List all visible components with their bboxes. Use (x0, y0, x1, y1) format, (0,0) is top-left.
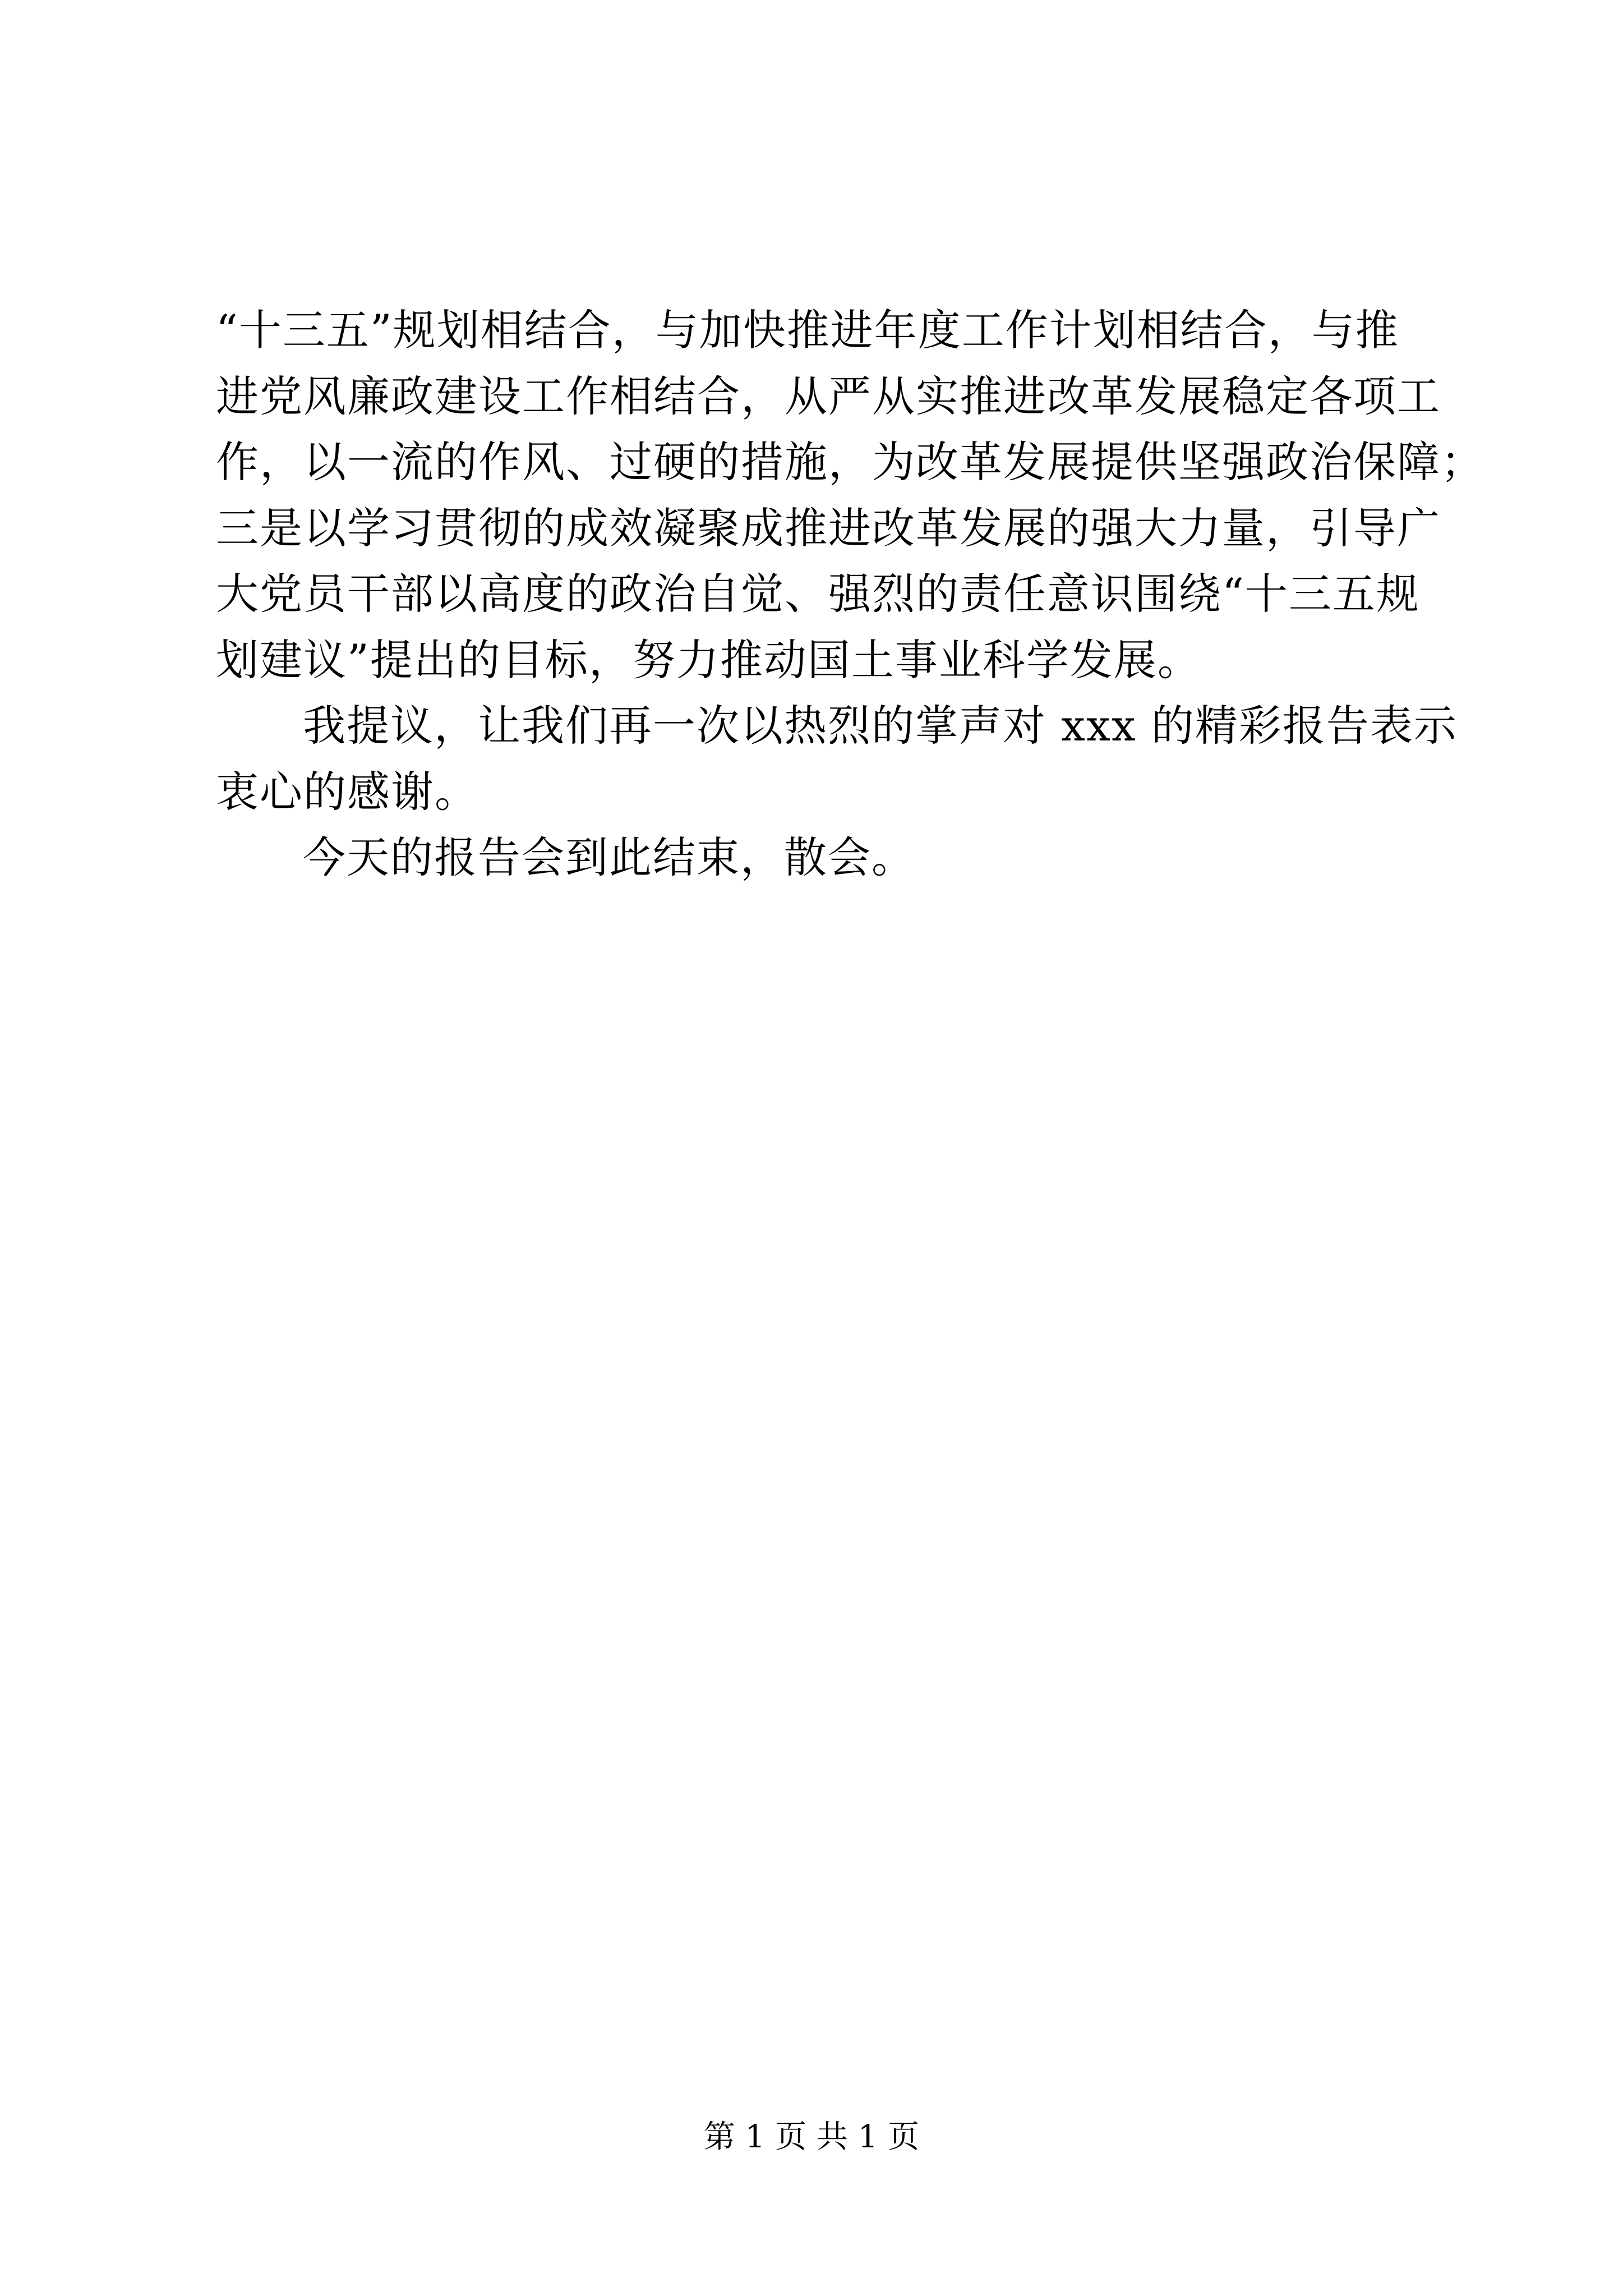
text-line: 衷心的感谢。 (216, 766, 478, 817)
page-footer: 第 1 页 共 1 页 (703, 2119, 920, 2155)
document-body (216, 297, 1484, 891)
text-line: 今天的报告会到此结束，散会。 (303, 832, 915, 882)
text-line: 三是以学习贯彻的成效凝聚成推进改革发展的强大力量，引导广 (216, 503, 1441, 553)
text-line: 进党风廉政建设工作相结合，从严从实推进改革发展稳定各项工 (216, 371, 1441, 421)
paragraph-2 (216, 693, 1458, 825)
paragraph-3 (216, 825, 1422, 891)
text-line: 大党员干部以高度的政治自觉、强烈的责任意识围绕“十三五规 (216, 569, 1420, 619)
text-line: 划建议”提出的目标，努力推动国土事业科学发展。 (216, 634, 1201, 685)
text-line: “十三五”规划相结合，与加快推进年度工作计划相结合，与推 (216, 305, 1399, 355)
text-line: 作，以一流的作风、过硬的措施，为改革发展提供坚强政治保障； (216, 437, 1484, 487)
paragraph-1 (216, 297, 1484, 693)
text-line: 我提议，让我们再一次以热烈的掌声对 xxx 的精彩报告表示 (303, 701, 1458, 751)
